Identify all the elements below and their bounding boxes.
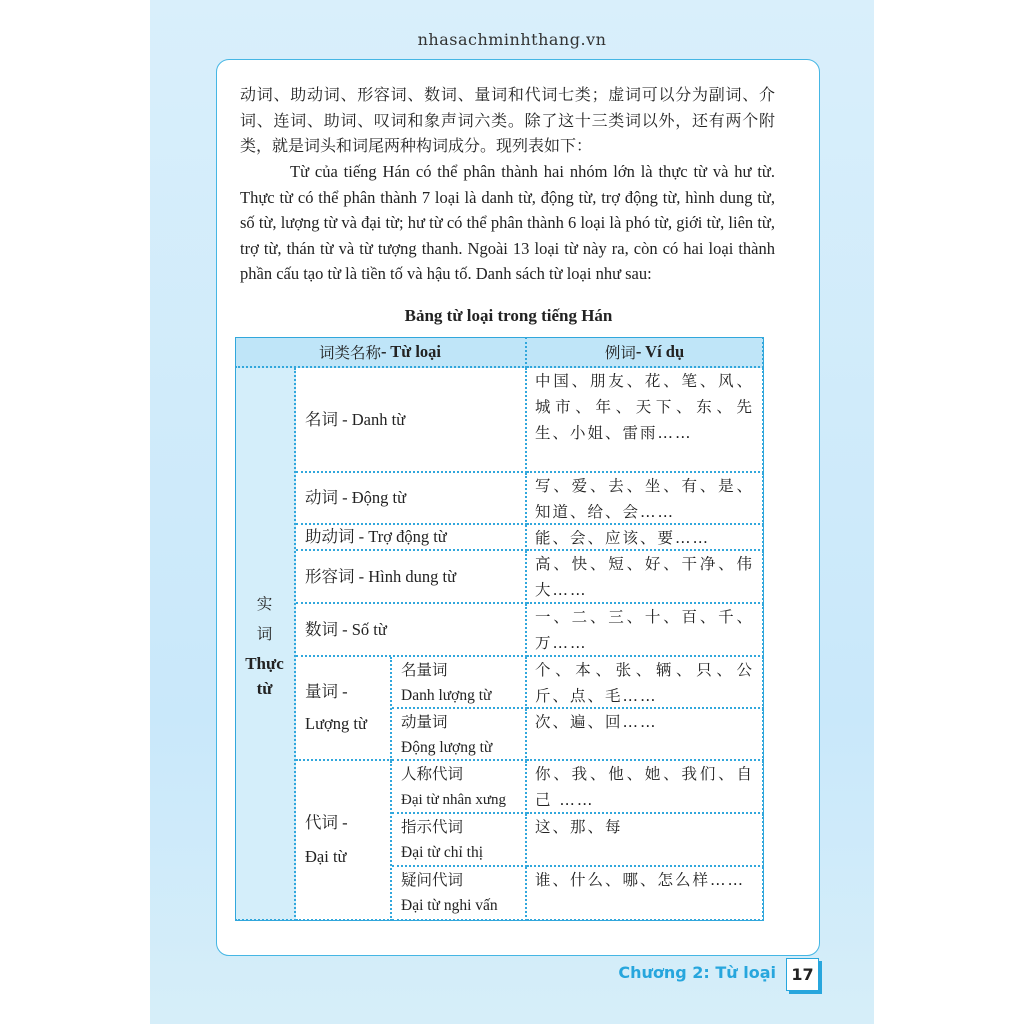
row-example-aux-verb: 能、会、应该、要…… <box>527 525 764 551</box>
row-example-numeral: 一、二、三、十、百、千、万…… <box>527 604 764 657</box>
header-left-cn: 词类名称 <box>318 343 381 362</box>
table-header-examples <box>527 337 764 368</box>
verbal-measure-cn: 动量词 <box>401 713 448 731</box>
measure-label-line1: 量词 - <box>305 682 348 701</box>
header-right-vi: - Ví dụ <box>635 341 685 361</box>
vietnamese-paragraph: Từ của tiếng Hán có thể phân thành hai nhóm lớn là thực từ và hư từ. Thực từ có thể phân thành 7 loại là danh từ, động từ, trợ động từ, hình dung từ, số từ, lượng từ và đại từ; hư từ có thể phân thành 6 loại là phó từ, giới từ, liên từ, trợ từ, thán từ và từ tượng thanh. Ngoài 13 loại từ này ra, còn có hai loại thành phần cấu tạo từ là tiền tố và hậu tố. Danh sách từ loại như sau: <box>240 162 775 283</box>
group-vi-1: Thực <box>245 653 284 673</box>
interrogative-pronoun-vi: Đại từ nghi vấn <box>401 897 498 914</box>
row-label-measure <box>296 657 392 761</box>
row-example-demonstrative-pronoun: 这、那、每 <box>527 814 764 867</box>
nominal-measure-cn: 名量词 <box>401 661 448 679</box>
row-example-noun: 中国、朋友、花、笔、风、城市、年、天下、东、先生、小姐、雷雨…… <box>527 368 764 473</box>
nominal-measure-vi: Danh lượng từ <box>401 687 492 704</box>
interrogative-pronoun-cn: 疑问代词 <box>401 871 464 889</box>
row-label-aux-verb: 助动词 - Trợ động từ <box>296 525 527 551</box>
table-header-word-class <box>235 337 527 368</box>
chapter-footer: Chương 2: Từ loại <box>618 963 776 982</box>
personal-pronoun-vi: Đại từ nhân xưng <box>401 792 506 808</box>
group-cn-2: 词 <box>256 624 273 643</box>
pronoun-label-line1: 代词 - <box>305 813 348 832</box>
group-vi-2: từ <box>256 678 273 698</box>
row-example-adjective: 高、快、短、好、干净、伟大…… <box>527 551 764 604</box>
row-label-adjective: 形容词 - Hình dung từ <box>296 551 527 604</box>
row-example-verb: 写、爱、去、坐、有、是、知道、给、会…… <box>527 473 764 525</box>
group-cn-1: 实 <box>256 594 273 613</box>
row-label-noun: 名词 - Danh từ <box>296 368 527 473</box>
sub-label-nominal-measure <box>392 657 527 709</box>
group-cell-thuc-tu <box>235 368 296 921</box>
sub-label-personal-pronoun <box>392 761 527 814</box>
row-label-verb: 动词 - Động từ <box>296 473 527 525</box>
sub-label-demonstrative-pronoun <box>392 814 527 867</box>
row-example-personal-pronoun: 你、我、他、她、我们、自己 …… <box>527 761 764 814</box>
row-example-nominal-measure: 个、本、张、辆、只、公斤、点、毛…… <box>527 657 764 709</box>
header-left-vi: - Từ loại <box>380 341 442 361</box>
page-number: 17 <box>786 958 819 991</box>
header-right-cn: 例词 <box>604 343 636 362</box>
row-label-numeral: 数词 - Số từ <box>296 604 527 657</box>
verbal-measure-vi: Động lượng từ <box>401 739 493 756</box>
sub-label-interrogative-pronoun <box>392 867 527 921</box>
demonstrative-pronoun-cn: 指示代词 <box>401 818 464 836</box>
pronoun-label-line2: Đại từ <box>305 847 347 866</box>
row-label-pronoun <box>296 761 392 921</box>
sub-label-verbal-measure <box>392 709 527 761</box>
row-example-interrogative-pronoun: 谁、什么、哪、怎么样…… <box>527 867 764 921</box>
demonstrative-pronoun-vi: Đại từ chỉ thị <box>401 844 484 861</box>
chinese-paragraph: 动词、助动词、形容词、数词、量词和代词七类；虚词可以分为副词、介词、连词、助词、叹词和象声词六类。除了这十三类词以外，还有两个附类，就是词头和词尾两种构词成分。现列表如下： <box>240 85 775 155</box>
word-class-table <box>235 337 764 921</box>
measure-label-line2: Lượng từ <box>305 714 367 733</box>
row-example-verbal-measure: 次、遍、回…… <box>527 709 764 761</box>
table-title: Bảng từ loại trong tiếng Hán <box>404 306 613 325</box>
personal-pronoun-cn: 人称代词 <box>401 765 464 783</box>
site-watermark: nhasachminhthang.vn <box>417 30 607 49</box>
